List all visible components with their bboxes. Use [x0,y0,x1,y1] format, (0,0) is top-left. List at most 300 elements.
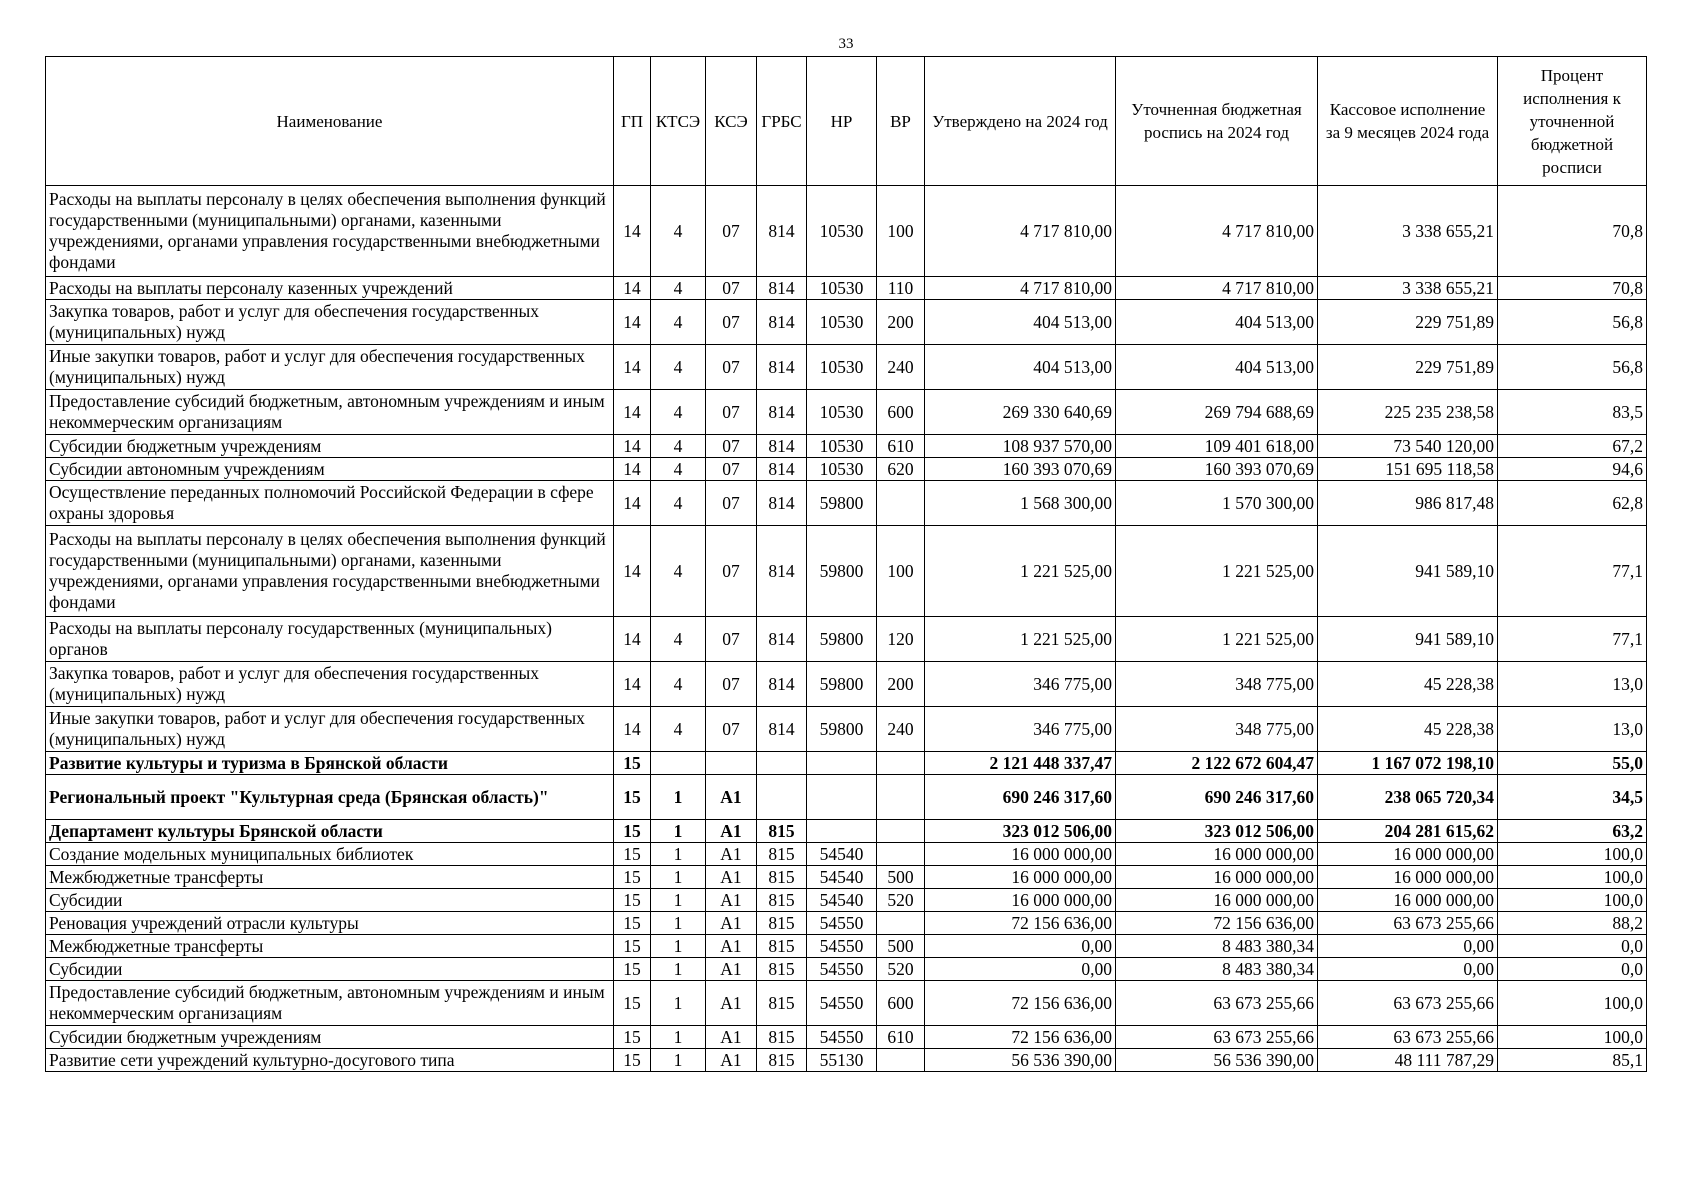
cell-grbs: 815 [757,843,807,866]
table-row [46,866,1647,889]
cell-grbs: 814 [757,300,807,345]
cell-refined: 63 673 255,66 [1116,981,1318,1026]
cell-cash: 986 817,48 [1318,481,1498,526]
cell-percent: 55,0 [1498,752,1647,775]
cell-cash: 229 751,89 [1318,300,1498,345]
table-row [46,1049,1647,1072]
cell-approved: 690 246 317,60 [925,775,1116,820]
cell-cash: 63 673 255,66 [1318,981,1498,1026]
cell-refined: 1 221 525,00 [1116,526,1318,617]
cell-vr: 100 [877,526,925,617]
cell-vr: 240 [877,345,925,390]
cell-cash: 238 065 720,34 [1318,775,1498,820]
cell-grbs: 815 [757,1049,807,1072]
cell-ktse: 4 [651,277,706,300]
cell-kse: А1 [706,843,757,866]
cell-name: Осуществление переданных полномочий Российской Федерации в сфере охраны здоровья [46,481,614,526]
cell-kse: 07 [706,617,757,662]
cell-gp: 15 [614,1049,651,1072]
cell-refined: 8 483 380,34 [1116,935,1318,958]
table-row [46,820,1647,843]
cell-ktse: 1 [651,775,706,820]
cell-refined: 56 536 390,00 [1116,1049,1318,1072]
cell-refined: 16 000 000,00 [1116,866,1318,889]
table-row [46,617,1647,662]
table-body [46,186,1647,1072]
cell-ktse: 1 [651,958,706,981]
cell-vr [877,912,925,935]
cell-nr: 54550 [807,981,877,1026]
cell-ktse: 1 [651,820,706,843]
cell-percent: 70,8 [1498,277,1647,300]
cell-grbs: 814 [757,390,807,435]
cell-nr: 10530 [807,277,877,300]
cell-gp: 14 [614,277,651,300]
cell-name: Развитие сети учреждений культурно-досугового типа [46,1049,614,1072]
table-row [46,1026,1647,1049]
cell-nr: 10530 [807,458,877,481]
cell-percent: 100,0 [1498,889,1647,912]
cell-grbs: 815 [757,912,807,935]
cell-name: Департамент культуры Брянской области [46,820,614,843]
cell-grbs: 815 [757,935,807,958]
table-row [46,481,1647,526]
cell-kse: А1 [706,889,757,912]
cell-vr: 200 [877,300,925,345]
header-name: Наименование [46,57,614,186]
cell-vr [877,843,925,866]
cell-refined: 404 513,00 [1116,300,1318,345]
table-header [46,57,1647,186]
header-vr: ВР [877,57,925,186]
cell-kse: 07 [706,662,757,707]
cell-vr [877,752,925,775]
cell-vr: 600 [877,390,925,435]
cell-gp: 15 [614,912,651,935]
cell-nr: 59800 [807,707,877,752]
cell-cash: 3 338 655,21 [1318,186,1498,277]
cell-refined: 4 717 810,00 [1116,186,1318,277]
cell-percent: 67,2 [1498,435,1647,458]
cell-nr: 54550 [807,912,877,935]
cell-gp: 15 [614,889,651,912]
table-row [46,889,1647,912]
cell-approved: 72 156 636,00 [925,912,1116,935]
cell-nr: 10530 [807,435,877,458]
cell-name: Межбюджетные трансферты [46,935,614,958]
cell-ktse: 1 [651,843,706,866]
cell-refined: 1 221 525,00 [1116,617,1318,662]
cell-kse [706,752,757,775]
cell-percent: 85,1 [1498,1049,1647,1072]
cell-kse: А1 [706,912,757,935]
cell-cash: 48 111 787,29 [1318,1049,1498,1072]
cell-approved: 346 775,00 [925,662,1116,707]
cell-nr: 10530 [807,300,877,345]
cell-vr: 240 [877,707,925,752]
cell-grbs: 815 [757,1026,807,1049]
cell-gp: 15 [614,866,651,889]
cell-cash: 16 000 000,00 [1318,889,1498,912]
cell-cash: 941 589,10 [1318,526,1498,617]
cell-grbs [757,775,807,820]
cell-percent: 70,8 [1498,186,1647,277]
cell-kse: 07 [706,435,757,458]
cell-vr: 610 [877,435,925,458]
cell-cash: 151 695 118,58 [1318,458,1498,481]
cell-ktse: 1 [651,935,706,958]
cell-name: Предоставление субсидий бюджетным, автономным учреждениям и иным некоммерческим организациям [46,390,614,435]
cell-grbs: 814 [757,186,807,277]
cell-grbs: 814 [757,526,807,617]
cell-gp: 14 [614,435,651,458]
table-row [46,843,1647,866]
cell-nr: 54550 [807,1026,877,1049]
table-row [46,752,1647,775]
table-row [46,912,1647,935]
cell-grbs [757,752,807,775]
cell-kse: А1 [706,866,757,889]
cell-cash: 73 540 120,00 [1318,435,1498,458]
cell-grbs: 815 [757,820,807,843]
header-row [46,57,1647,186]
cell-cash: 0,00 [1318,958,1498,981]
cell-gp: 15 [614,958,651,981]
cell-refined: 1 570 300,00 [1116,481,1318,526]
cell-percent: 56,8 [1498,345,1647,390]
table-row [46,775,1647,820]
cell-approved: 160 393 070,69 [925,458,1116,481]
cell-gp: 14 [614,662,651,707]
cell-name: Субсидии бюджетным учреждениям [46,435,614,458]
cell-percent: 0,0 [1498,958,1647,981]
cell-name: Расходы на выплаты персоналу государственных (муниципальных) органов [46,617,614,662]
cell-kse: 07 [706,345,757,390]
cell-gp: 15 [614,1026,651,1049]
cell-ktse: 4 [651,662,706,707]
cell-percent: 77,1 [1498,617,1647,662]
table-row [46,390,1647,435]
cell-ktse: 1 [651,912,706,935]
cell-gp: 15 [614,775,651,820]
cell-refined: 16 000 000,00 [1116,889,1318,912]
cell-kse: 07 [706,707,757,752]
table-row [46,707,1647,752]
table-row [46,935,1647,958]
header-approved: Утверждено на 2024 год [925,57,1116,186]
cell-approved: 0,00 [925,935,1116,958]
cell-approved: 1 221 525,00 [925,617,1116,662]
cell-kse: А1 [706,1026,757,1049]
cell-gp: 14 [614,300,651,345]
cell-approved: 346 775,00 [925,707,1116,752]
cell-refined: 4 717 810,00 [1116,277,1318,300]
cell-name: Реновация учреждений отрасли культуры [46,912,614,935]
cell-refined: 348 775,00 [1116,662,1318,707]
cell-grbs: 815 [757,866,807,889]
cell-gp: 14 [614,390,651,435]
cell-name: Субсидии автономным учреждениям [46,458,614,481]
cell-nr: 54550 [807,935,877,958]
cell-refined: 109 401 618,00 [1116,435,1318,458]
cell-cash: 225 235 238,58 [1318,390,1498,435]
cell-name: Закупка товаров, работ и услуг для обеспечения государственных (муниципальных) нужд [46,300,614,345]
cell-nr [807,775,877,820]
cell-ktse: 4 [651,300,706,345]
cell-kse: А1 [706,775,757,820]
cell-vr: 100 [877,186,925,277]
cell-refined: 63 673 255,66 [1116,1026,1318,1049]
cell-ktse: 4 [651,481,706,526]
cell-approved: 269 330 640,69 [925,390,1116,435]
cell-grbs: 814 [757,707,807,752]
cell-vr: 620 [877,458,925,481]
cell-refined: 16 000 000,00 [1116,843,1318,866]
cell-ktse: 4 [651,617,706,662]
cell-refined: 690 246 317,60 [1116,775,1318,820]
header-refined: Уточненная бюджетная роспись на 2024 год [1116,57,1318,186]
cell-gp: 15 [614,843,651,866]
cell-vr: 120 [877,617,925,662]
cell-percent: 83,5 [1498,390,1647,435]
cell-name: Развитие культуры и туризма в Брянской области [46,752,614,775]
cell-percent: 94,6 [1498,458,1647,481]
cell-vr: 500 [877,935,925,958]
cell-name: Региональный проект "Культурная среда (Брянская область)" [46,775,614,820]
cell-gp: 14 [614,707,651,752]
cell-percent: 88,2 [1498,912,1647,935]
cell-nr: 54540 [807,889,877,912]
header-cash: Кассовое исполнение за 9 месяцев 2024 года [1318,57,1498,186]
cell-name: Субсидии [46,889,614,912]
cell-refined: 269 794 688,69 [1116,390,1318,435]
table-row [46,435,1647,458]
cell-approved: 1 221 525,00 [925,526,1116,617]
cell-vr [877,1049,925,1072]
cell-vr: 520 [877,889,925,912]
table-row [46,300,1647,345]
cell-ktse [651,752,706,775]
header-percent: Процент исполнения к уточненной бюджетной росписи [1498,57,1647,186]
cell-vr: 200 [877,662,925,707]
table-row [46,958,1647,981]
table-row [46,458,1647,481]
cell-cash: 941 589,10 [1318,617,1498,662]
cell-nr: 10530 [807,186,877,277]
cell-approved: 16 000 000,00 [925,889,1116,912]
cell-nr: 54540 [807,866,877,889]
cell-vr: 520 [877,958,925,981]
cell-vr [877,775,925,820]
cell-gp: 15 [614,752,651,775]
cell-vr [877,820,925,843]
cell-approved: 56 536 390,00 [925,1049,1116,1072]
cell-name: Создание модельных муниципальных библиотек [46,843,614,866]
cell-percent: 56,8 [1498,300,1647,345]
header-nr: НР [807,57,877,186]
table-row [46,345,1647,390]
cell-ktse: 1 [651,889,706,912]
cell-percent: 13,0 [1498,662,1647,707]
cell-cash: 45 228,38 [1318,707,1498,752]
cell-cash: 0,00 [1318,935,1498,958]
cell-grbs: 815 [757,889,807,912]
cell-approved: 16 000 000,00 [925,843,1116,866]
cell-name: Расходы на выплаты персоналу казенных учреждений [46,277,614,300]
cell-nr: 59800 [807,617,877,662]
cell-gp: 15 [614,820,651,843]
cell-ktse: 1 [651,981,706,1026]
cell-percent: 100,0 [1498,843,1647,866]
cell-nr: 55130 [807,1049,877,1072]
cell-percent: 34,5 [1498,775,1647,820]
cell-vr: 110 [877,277,925,300]
cell-approved: 1 568 300,00 [925,481,1116,526]
cell-grbs: 814 [757,345,807,390]
cell-nr: 54540 [807,843,877,866]
cell-nr: 54550 [807,958,877,981]
cell-kse: А1 [706,1049,757,1072]
cell-approved: 404 513,00 [925,300,1116,345]
cell-percent: 100,0 [1498,866,1647,889]
cell-kse: 07 [706,526,757,617]
cell-nr [807,820,877,843]
cell-name: Субсидии [46,958,614,981]
cell-approved: 4 717 810,00 [925,277,1116,300]
cell-cash: 204 281 615,62 [1318,820,1498,843]
cell-ktse: 4 [651,458,706,481]
cell-kse: 07 [706,390,757,435]
header-ktse: КТСЭ [651,57,706,186]
cell-refined: 160 393 070,69 [1116,458,1318,481]
cell-nr: 59800 [807,662,877,707]
cell-nr [807,752,877,775]
cell-kse: А1 [706,958,757,981]
cell-vr: 610 [877,1026,925,1049]
cell-nr: 10530 [807,390,877,435]
cell-name: Субсидии бюджетным учреждениям [46,1026,614,1049]
cell-gp: 14 [614,481,651,526]
cell-vr: 600 [877,981,925,1026]
table-row [46,526,1647,617]
cell-approved: 4 717 810,00 [925,186,1116,277]
cell-refined: 8 483 380,34 [1116,958,1318,981]
page-number: 33 [838,36,854,52]
cell-kse: А1 [706,981,757,1026]
cell-approved: 323 012 506,00 [925,820,1116,843]
cell-grbs: 814 [757,458,807,481]
cell-ktse: 4 [651,390,706,435]
cell-gp: 14 [614,458,651,481]
cell-vr [877,481,925,526]
cell-nr: 10530 [807,345,877,390]
cell-name: Предоставление субсидий бюджетным, автономным учреждениям и иным некоммерческим организациям [46,981,614,1026]
cell-approved: 16 000 000,00 [925,866,1116,889]
cell-approved: 108 937 570,00 [925,435,1116,458]
cell-kse: 07 [706,277,757,300]
cell-refined: 323 012 506,00 [1116,820,1318,843]
cell-approved: 0,00 [925,958,1116,981]
table-row [46,981,1647,1026]
cell-gp: 14 [614,526,651,617]
cell-percent: 100,0 [1498,1026,1647,1049]
cell-kse: 07 [706,186,757,277]
cell-grbs: 815 [757,981,807,1026]
cell-name: Закупка товаров, работ и услуг для обеспечения государственных (муниципальных) нужд [46,662,614,707]
cell-refined: 2 122 672 604,47 [1116,752,1318,775]
cell-cash: 63 673 255,66 [1318,912,1498,935]
table-row [46,277,1647,300]
cell-name: Иные закупки товаров, работ и услуг для обеспечения государственных (муниципальных) нужд [46,345,614,390]
cell-cash: 1 167 072 198,10 [1318,752,1498,775]
cell-approved: 2 121 448 337,47 [925,752,1116,775]
header-kse: КСЭ [706,57,757,186]
cell-grbs: 814 [757,481,807,526]
cell-ktse: 4 [651,435,706,458]
cell-ktse: 4 [651,186,706,277]
cell-refined: 348 775,00 [1116,707,1318,752]
cell-name: Расходы на выплаты персоналу в целях обеспечения выполнения функций государственными (муниципальными) органами, казенными учреждениями, органами управления государственными внебюджетными фондами [46,526,614,617]
cell-kse: 07 [706,300,757,345]
cell-ktse: 1 [651,1026,706,1049]
table-row [46,662,1647,707]
cell-kse: А1 [706,935,757,958]
cell-percent: 13,0 [1498,707,1647,752]
cell-percent: 62,8 [1498,481,1647,526]
cell-gp: 14 [614,345,651,390]
cell-vr: 500 [877,866,925,889]
cell-ktse: 1 [651,866,706,889]
cell-cash: 16 000 000,00 [1318,866,1498,889]
cell-kse: 07 [706,458,757,481]
header-gp: ГП [614,57,651,186]
cell-grbs: 814 [757,617,807,662]
cell-percent: 63,2 [1498,820,1647,843]
cell-ktse: 4 [651,707,706,752]
cell-grbs: 814 [757,277,807,300]
cell-name: Межбюджетные трансферты [46,866,614,889]
cell-approved: 72 156 636,00 [925,1026,1116,1049]
cell-ktse: 4 [651,345,706,390]
cell-approved: 404 513,00 [925,345,1116,390]
cell-percent: 100,0 [1498,981,1647,1026]
header-grbs: ГРБС [757,57,807,186]
cell-percent: 0,0 [1498,935,1647,958]
cell-percent: 77,1 [1498,526,1647,617]
cell-cash: 63 673 255,66 [1318,1026,1498,1049]
cell-cash: 3 338 655,21 [1318,277,1498,300]
table-row [46,186,1647,277]
cell-refined: 404 513,00 [1116,345,1318,390]
cell-ktse: 1 [651,1049,706,1072]
cell-cash: 45 228,38 [1318,662,1498,707]
cell-name: Иные закупки товаров, работ и услуг для обеспечения государственных (муниципальных) нужд [46,707,614,752]
cell-approved: 72 156 636,00 [925,981,1116,1026]
cell-refined: 72 156 636,00 [1116,912,1318,935]
cell-grbs: 814 [757,435,807,458]
cell-kse: А1 [706,820,757,843]
cell-cash: 229 751,89 [1318,345,1498,390]
cell-grbs: 814 [757,662,807,707]
cell-nr: 59800 [807,526,877,617]
cell-kse: 07 [706,481,757,526]
cell-gp: 15 [614,935,651,958]
budget-table [45,56,1647,1072]
cell-nr: 59800 [807,481,877,526]
cell-cash: 16 000 000,00 [1318,843,1498,866]
cell-ktse: 4 [651,526,706,617]
cell-gp: 14 [614,186,651,277]
